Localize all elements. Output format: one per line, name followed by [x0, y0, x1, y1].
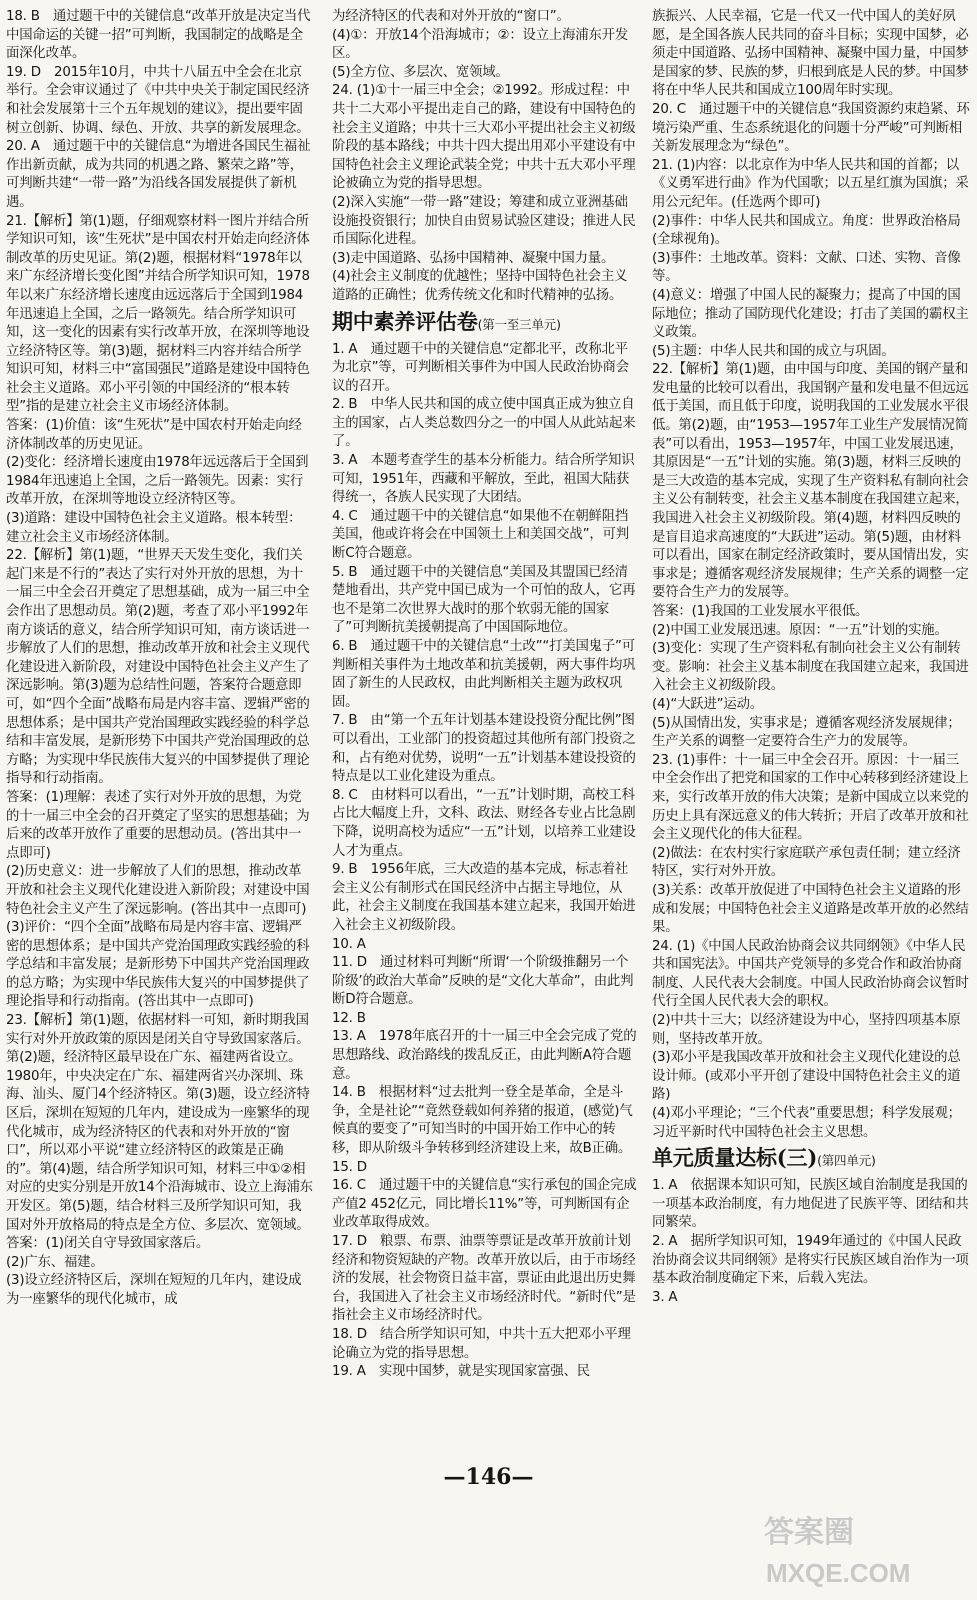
answer-item: 7. B 由“第一个五年计划基本建设投资分配比例”图可以看出，工业部门的投资超过其他所有部门投资之和，占有绝对优势，说明“一五”计划基本建设投资的特点是以工业化建设为重点。	[332, 713, 636, 785]
answer-item: 14. B 根据材料“过去批判一登全是革命，全是斗争，全是社论”“竟然登载如何养猪的报道，(感觉)气候真的要变了”可知当时的中国开始工作中心的转移，即从阶级斗争转移到经济建设上来，故B正确。	[332, 1085, 633, 1157]
answer-item: 6. B 通过题干中的关键信息“土改”“打美国鬼子”可判断相关事件为土地改革和抗美援朝，两大事件均巩固了新生的人民政权，由此判断相关主题为政权巩固。	[332, 639, 636, 710]
answer-item: (4)意义：增强了中国人民的凝聚力；提高了中国的国际地位；推动了国防现代化建设；打击了美国的霸权主义政策。	[652, 287, 969, 341]
answer-item: 19. A 实现中国梦，就是实现国家富强、民	[332, 1364, 590, 1380]
answer-item: 3. A	[652, 1289, 678, 1305]
answer-item: 20. A 通过题干中的关键信息“为增进各国民生福祉作出新贡献，成为共同的机遇之路、繁荣之路”等，可判断共建“一带一路”为沿线各国发展提供了新机遇。	[6, 139, 311, 210]
answer-item: 24. (1)《中国人民政治协商会议共同纲领》《中华人民共和国宪法》。中国共产党领导的多党合作和政治协商制度、人民代表大会制度。中国人民政治协商会议暂时代行全国人民代表大会的职权。	[652, 938, 969, 1010]
answer-item: 18. D 结合所学知识可知，中共十五大把邓小平理论确立为党的指导思想。	[332, 1326, 631, 1361]
answer-item: (5)全方位、多层次、宽领域。	[332, 64, 509, 80]
answer-item: 2. B 中华人民共和国的成立使中国真正成为独立自主的国家，占人类总数四分之一的中国人从此站起来了。	[332, 397, 636, 450]
answer-item: 5. B 通过题干中的关键信息“美国及其盟国已经清楚地看出，共产党中国已成为一个可怕的敌人，它再也不是第二次世界大战时的那个软弱无能的国家了”可判断抗美援朝提高了中国国际地位。	[332, 564, 636, 636]
answer-item: (3)关系：改革开放促进了中国特色社会主义道路的形成和发展；中国特色社会主义道路是改革开放的必然结果。	[652, 882, 969, 936]
answer-item: (2)变化：经济增长速度由1978年远远落后于全国到1984年迅速追上全国，之后一路领先。因素：实行改革开放，在深圳等地设立经济特区等。	[6, 455, 309, 508]
answer-item: (4)邓小平理论；“三个代表”重要思想；科学发展观；习近平新时代中国特色社会主义思想。	[652, 1106, 961, 1140]
answer-item: 3. A 本题考查学生的基本分析能力。结合所学知识可知，1951年，西藏和平解放，至此，祖国大陆获得统一，各族人民实现了大团结。	[332, 453, 635, 506]
column-3	[652, 8, 970, 1307]
answer-item: (3)邓小平是我国改革开放和社会主义现代化建设的总设计师。(或邓小平开创了建设中国特色社会主义的道路)	[652, 1050, 961, 1103]
answer-item: (3)走中国道路、弘扬中国精神、凝聚中国力量。	[332, 250, 615, 266]
answer-item: 11. D 通过材料可判断“所谓‘一个阶级推翻另一个阶级’的政治大革命”反映的是“文化大革命”，由此判断D符合题意。	[332, 955, 634, 1008]
section-subtitle: (第四单元)	[817, 1153, 876, 1169]
answer-item: 21.【解析】第(1)题，仔细观察材料一图片并结合所学知识可知，该“生死状”是中国农村开始走向经济体制改革的历史见证。第(2)题，根据材料“1978年以来广东经济增长变化图”并结合所学知识可知，1978年以来广东经济增长速度由远远落后于全国到1984年迅速追上全国，之后一路领先。结合所学知识可知，这一变化的因素有实行改革开放，在深圳等地设立经济特区等。第(3)题，据材料三内容并结合所学知识可知，材料三中“富国强民”道路是建设中国特色社会主义道路。邓小平引领的中国经济的“根本转型”指的是建立社会主义市场经济体制。	[6, 213, 310, 415]
answer-item: (4)“大跃进”运动。	[652, 696, 763, 712]
section-title: 期中素养评估卷	[332, 308, 478, 334]
answer-item: 16. C 通过题干中的关键信息“实行承包的国企完成产值2 452亿元，同比增长11%”等，可判断国有企业改革取得成效。	[332, 1178, 637, 1231]
answer-item: (3)评价：“四个全面”战略布局是内容丰富、逻辑严密的思想体系；是中国共产党治国理政实践经验的科学总结和丰富发展；是新形势下中国共产党治国理政的总方略；为实现中华民族伟大复兴的中国梦提供了理论指导和行动指南。(答出其中一点即可)	[6, 920, 310, 1010]
answer-item: (2)广东、福建。	[6, 1254, 104, 1270]
answer-item: 22.【解析】第(1)题，“世界天天发生变化，我们关起门来是不行的”表达了实行对外开放的思想，为十一届三中全会召开奠定了思想基础，成为一届三中全会作出了思想动员。第(2)题，考查了邓小平1992年南方谈话的意义，结合所学知识可知，南方谈话进一步解放了人们的思想，推动改革开放和社会主义现代化建设进入新阶段，对建设中国特色社会主义产生了深远影响。第(3)题为总结性问题，答案符合题意即可，如“四个全面”战略布局是内容丰富、逻辑严密的思想体系；是中国共产党治国理政实践经验的科学总结和丰富发展，是新形势下中国共产党治国理政的总方略；为实现中华民族伟大复兴的中国梦提供了理论指导和行动指南。	[6, 548, 310, 787]
answer-item: 10. A	[332, 936, 366, 952]
column-2	[332, 8, 637, 1382]
answer-item: 答案：(1)我国的工业发展水平很低。	[652, 604, 869, 619]
answer-item: 4. C 通过题干中的关键信息“如果他不在朝鲜阻挡美国，他或许将会在中国领土上和美国交战”，可判断C符合题意。	[332, 508, 629, 562]
answer-item: 13. A 1978年底召开的十一届三中全会完成了党的思想路线、政治路线的拨乱反正，由此判断A符合题意。	[332, 1029, 637, 1082]
answer-item: 答案：(1)理解：表述了实行对外开放的思想，为党的十一届三中全会的召开奠定了坚实的思想基础；为后来的改革开放作了重要的思想动员。(答出其中一点即可)	[6, 789, 310, 861]
section-heading-unit-test	[652, 1144, 970, 1175]
answer-item: (2)事件：中华人民共和国成立。角度：世界政治格局(全球视角)。	[652, 213, 961, 248]
answer-item: 24. (1)①十一届三中全会；②1992。形成过程：中共十二大邓小平提出走自己的路，建设有中国特色的社会主义道路；中共十三大邓小平提出社会主义初级阶段的基本路线；中共十四大提出用邓小平建设有中国特色社会主义理论武装全党；中共十五大邓小平理论被确立为党的指导思想。	[332, 83, 636, 192]
answer-item: 23.【解析】第(1)题，依据材料一可知，新时期我国实行对外开放政策的原因是闭关自守导致国家落后。第(2)题，经济特区最早设在广东、福建两省设立。1980年，中央决定在广东、福建两省兴办深圳、珠海、汕头、厦门4个经济特区。第(3)题，设立经济特区后，深圳在短短的几年内，建设成为一座繁华的现代化城市，成为经济特区的代表和对外开放的“窗口”，所以邓小平说“建立经济特区的政策是正确的”。第(4)题，结合所学知识可知，材料三中①②相对应的史实分别是开放14个沿海城市、设立上海浦东开发区。第(5)题，结合材料三及所学知识可知，我国对外开放格局的特点是全方位、多层次、宽领域。	[6, 1013, 313, 1233]
answer-item: (2)做法：在农村实行家庭联产承包责任制；建立经济特区，实行对外开放。	[652, 845, 961, 880]
answer-item: 15. D	[332, 1159, 367, 1175]
section-title: 单元质量达标(三)	[652, 1145, 818, 1171]
answer-item: (3)变化：实现了生产资料私有制向社会主义公有制转变。影响：社会主义基本制度在我国建立起来，我国进入社会主义初级阶段。	[652, 641, 969, 694]
answer-item: 22.【解析】第(1)题，由中国与印度、美国的钢产量和发电量的比较可以看出，我国钢产量和发电量不但远远低于美国，而且低于印度，说明我国的工业发展水平很低。第(2)题，由“1953—1957年工业生产发展情况简表”可以看出，1953—1957年，中国工业发展迅速，其原因是“一五”计划的实施。第(3)题，材料三反映的是三大改造的基本完成，实现了生产资料私有制向社会主义公有制转变，社会主义基本制度在我国建立起来，我国进入社会主义初级阶段。第(4)题，材料四反映的是盲目追求高速度的“大跃进”运动。第(5)题，由材料可以看出，国家在制定经济政策时，要从国情出发，实事求是；遵循客观经济发展规律；生产关系的调整一定要符合生产力的发展等。	[652, 362, 969, 601]
section-heading-midterm	[332, 308, 637, 339]
answer-item: 族振兴、人民幸福，它是一代又一代中国人的美好夙愿，是全国各族人民共同的奋斗目标；实现中国梦，必须走中国道路、弘扬中国精神、凝聚中国力量，中国梦是国家的梦、民族的梦，归根到底是人民的梦。中国梦将在中华人民共和国成立100周年时实现。	[652, 9, 969, 99]
column-3-part-b	[652, 1177, 970, 1307]
answer-item: 20. C 通过题干中的关键信息“我国资源约束趋紧、环境污染严重、生态系统退化的问题十分严峻”可判断相关新发展理念为“绿色”。	[652, 101, 970, 155]
answer-item: 2. A 据所学知识可知，1949年通过的《中国人民政治协商会议共同纲领》是将实行民族区域自治作为一项基本政治制度确定下来，后载入宪法。	[652, 1234, 969, 1287]
answer-item: (5)从国情出发，实事求是；遵循客观经济发展规律；生产关系的调整一定要符合生产力的发展等。	[652, 715, 961, 750]
answer-item: 1. A 通过题干中的关键信息“定都北平，改称北平为北京”等，可判断相关事件为中国人民政治协商会议的召开。	[332, 341, 629, 394]
answer-item: 1. A 依据课本知识可知，民族区域自治制度是我国的一项基本政治制度，有力地促进了民族平等、团结和共同繁荣。	[652, 1178, 969, 1231]
column-2-part-a	[332, 8, 637, 306]
answer-item: 答案：(1)价值：该“生死状”是中国农村开始走向经济体制改革的历史见证。	[6, 418, 302, 452]
answer-item: 8. C 由材料可以看出，“一五”计划时期，高校工科占比大幅度上升，文科、政法、财经各专业占比急剧下降，说明高校为适应“一五”计划，以培养工业建设人才为重点。	[332, 787, 636, 859]
watermark-logo	[754, 1494, 969, 1594]
answer-item: (4)①：开放14个沿海城市；②：设立上海浦东开发区。	[332, 27, 629, 62]
column-3-part-a	[652, 8, 970, 1142]
answer-item: (2)历史意义：进一步解放了人们的思想，推动改革开放和社会主义现代化建设进入新阶段；对建设中国特色社会主义产生了深远影响。(答出其中一点即可)	[6, 864, 310, 917]
section-subtitle: (第一至三单元)	[477, 316, 561, 332]
answer-item: (5)主题：中华人民共和国的成立与巩固。	[652, 343, 895, 359]
answer-item: 21. (1)内容：以北京作为中华人民共和国的首都；以《义勇军进行曲》作为代国歌；以五星红旗为国旗；采用公元纪年。(任选两个即可)	[652, 157, 969, 210]
answer-item: 17. D 粮票、布票、油票等票证是改革开放前计划经济和物资短缺的产物。改革开放以后，由于市场经济的发展，社会物资日益丰富，票证由此退出历史舞台，我国进入了社会主义市场经济时代。“新时代”是指社会主义市场经济时代。	[332, 1234, 636, 1324]
answer-item: (3)道路：建设中国特色社会主义道路。根本转型：建立社会主义市场经济体制。	[6, 511, 302, 545]
answer-item: 为经济特区的代表和对外开放的“窗口”。	[332, 9, 570, 24]
answer-item: 9. B 1956年底，三大改造的基本完成，标志着社会主义公有制形式在国民经济中占据主导地位，从此，社会主义制度在我国基本建立起来，我国开始进入社会主义初级阶段。	[332, 862, 636, 933]
column-2-part-b	[332, 341, 637, 1382]
answer-item: 12. B	[332, 1010, 366, 1026]
answer-item: 19. D 2015年10月，中共十八届五中全会在北京举行。全会审议通过了《中共中央关于制定国民经济和社会发展第十三个五年规划的建议》，提出要牢固树立创新、协调、绿色、开放、共享的新发展理念。	[6, 64, 310, 136]
page-number: —146—	[443, 1464, 534, 1490]
watermark-top-text: 答案圈	[764, 1516, 854, 1549]
answer-item: 答案：(1)闭关自守导致国家落后。	[6, 1236, 210, 1252]
answer-item: (2)中共十三大；以经济建设为中心，坚持四项基本原则，坚持改革开放。	[652, 1013, 961, 1047]
column-1	[6, 8, 314, 1310]
answer-item: (2)中国工业发展迅速。原因：“一五”计划的实施。	[652, 622, 948, 638]
answer-item: (4)社会主义制度的优越性；坚持中国特色社会主义道路的正确性；优秀传统文化和时代精神的弘扬。	[332, 269, 628, 303]
answer-item: 18. B 通过题干中的关键信息“改革开放是决定当代中国命运的关键一招”可判断，我国制定的战略是全面深化改革。	[6, 9, 311, 62]
answer-item: (3)事件：土地改革。资料：文献、口述、实物、音像等。	[652, 250, 961, 285]
answer-item: (2)深入实施“一带一路”建设；筹建和成立亚洲基础设施投资银行；加快自由贸易试验区建设；推进人民币国际化进程。	[332, 194, 636, 248]
answer-item: (3)设立经济特区后，深圳在短短的几年内，建设成为一座繁华的现代化城市，成	[6, 1273, 302, 1307]
answer-item: 23. (1)事件：十一届三中全会召开。原因：十一届三中全会作出了把党和国家的工作中心转移到经济建设上来，实行改革开放的伟大决策；是新中国成立以来党的历史上具有深远意义的伟大转折；开启了改革开放和社会主义现代化的伟大征程。	[652, 752, 969, 843]
watermark-bottom-text: MXQE.COM	[766, 1558, 911, 1588]
